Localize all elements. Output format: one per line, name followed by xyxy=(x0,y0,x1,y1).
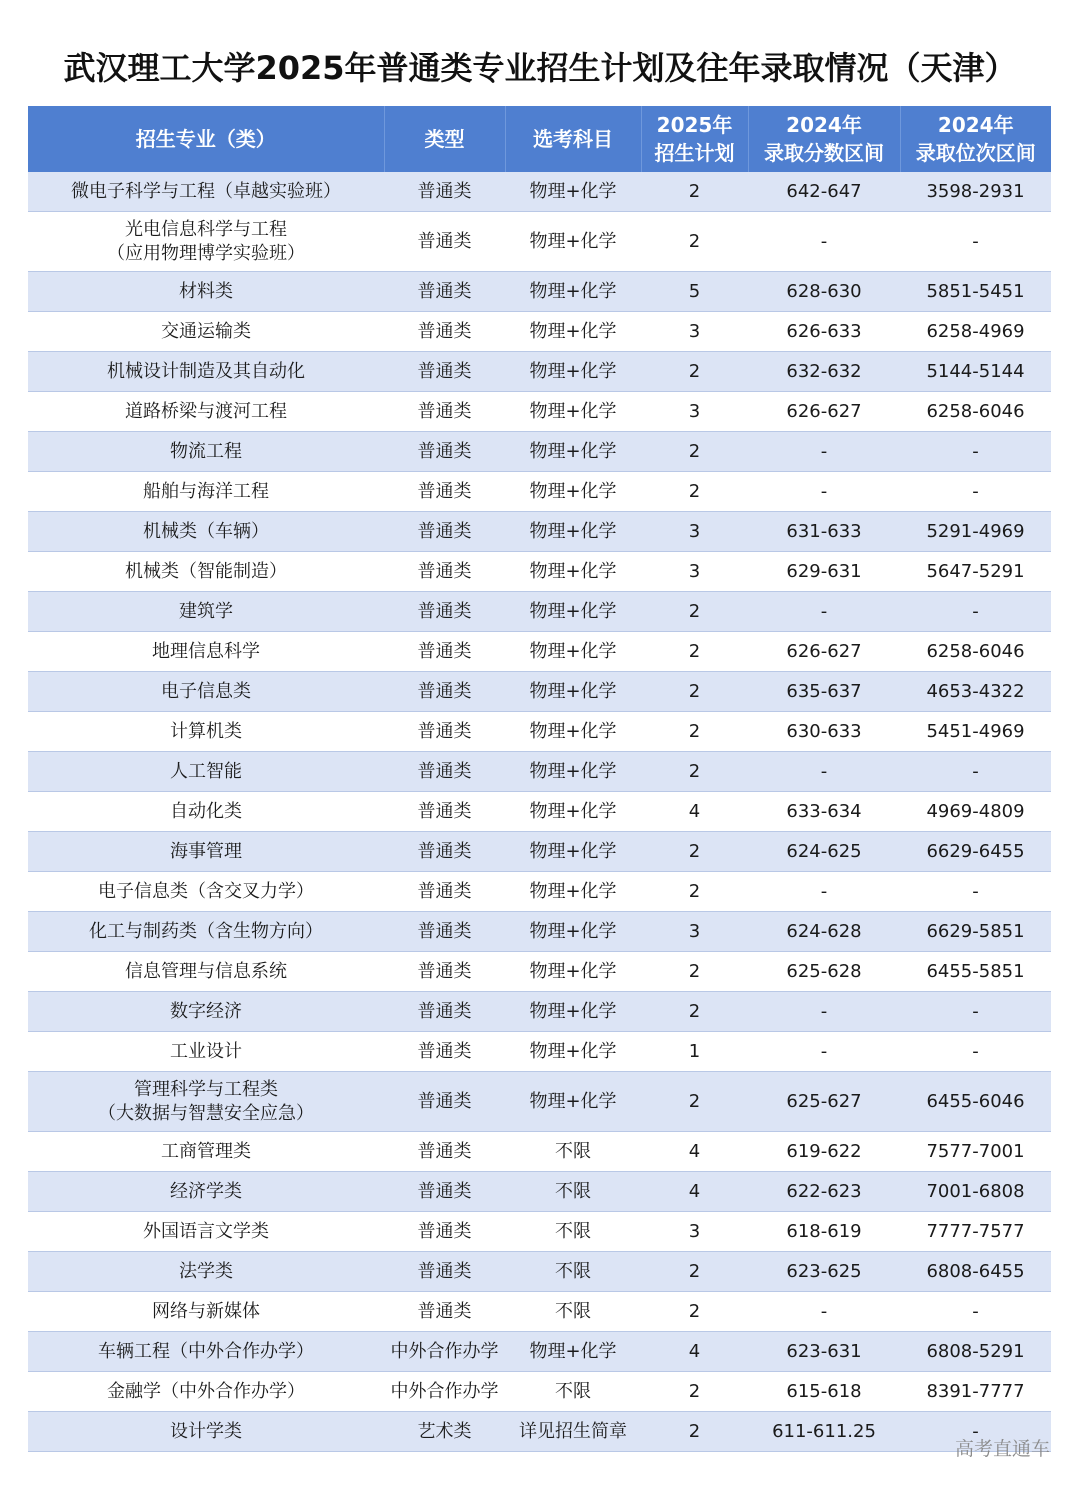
header-subjects: 选考科目 xyxy=(505,106,641,172)
cell-plan: 4 xyxy=(641,1172,748,1212)
cell-rank: 6258-6046 xyxy=(900,632,1051,672)
cell-rank: 5647-5291 xyxy=(900,552,1051,592)
table-row xyxy=(28,872,1051,912)
cell-major: 金融学（中外合作办学） xyxy=(28,1372,384,1412)
table-row xyxy=(28,212,1051,272)
table-row xyxy=(28,952,1051,992)
table-row xyxy=(28,1292,1051,1332)
cell-subjects: 物理+化学 xyxy=(505,512,641,552)
cell-rank: - xyxy=(900,432,1051,472)
cell-plan: 2 xyxy=(641,872,748,912)
cell-score: 626-627 xyxy=(748,392,900,432)
cell-rank: 5451-4969 xyxy=(900,712,1051,752)
cell-score: 632-632 xyxy=(748,352,900,392)
cell-major: 光电信息科学与工程 （应用物理博学实验班） xyxy=(28,212,384,272)
cell-plan: 2 xyxy=(641,1072,748,1132)
cell-plan: 3 xyxy=(641,552,748,592)
table-row xyxy=(28,352,1051,392)
cell-score: 631-633 xyxy=(748,512,900,552)
cell-type: 普通类 xyxy=(384,672,505,712)
cell-type: 普通类 xyxy=(384,1252,505,1292)
cell-type: 普通类 xyxy=(384,432,505,472)
table-row xyxy=(28,1172,1051,1212)
table-row xyxy=(28,272,1051,312)
cell-rank: 6455-6046 xyxy=(900,1072,1051,1132)
cell-score: 625-628 xyxy=(748,952,900,992)
cell-plan: 2 xyxy=(641,1412,748,1452)
table-row xyxy=(28,832,1051,872)
cell-score: 629-631 xyxy=(748,552,900,592)
cell-score: - xyxy=(748,592,900,632)
cell-subjects: 物理+化学 xyxy=(505,392,641,432)
cell-subjects: 不限 xyxy=(505,1252,641,1292)
cell-major: 网络与新媒体 xyxy=(28,1292,384,1332)
admission-table-container xyxy=(28,106,1051,1452)
cell-subjects: 物理+化学 xyxy=(505,632,641,672)
cell-major: 微电子科学与工程（卓越实验班） xyxy=(28,172,384,212)
cell-subjects: 不限 xyxy=(505,1132,641,1172)
cell-type: 普通类 xyxy=(384,952,505,992)
cell-rank: - xyxy=(900,592,1051,632)
cell-plan: 1 xyxy=(641,1032,748,1072)
cell-type: 普通类 xyxy=(384,1132,505,1172)
cell-plan: 2 xyxy=(641,632,748,672)
cell-plan: 4 xyxy=(641,1132,748,1172)
cell-rank: 5851-5451 xyxy=(900,272,1051,312)
cell-type: 普通类 xyxy=(384,1212,505,1252)
header-major: 招生专业（类） xyxy=(28,106,384,172)
cell-plan: 2 xyxy=(641,432,748,472)
cell-type: 普通类 xyxy=(384,392,505,432)
cell-subjects: 不限 xyxy=(505,1172,641,1212)
cell-score: - xyxy=(748,1292,900,1332)
cell-rank: 8391-7777 xyxy=(900,1372,1051,1412)
cell-plan: 3 xyxy=(641,312,748,352)
cell-subjects: 物理+化学 xyxy=(505,832,641,872)
cell-plan: 2 xyxy=(641,592,748,632)
cell-major: 计算机类 xyxy=(28,712,384,752)
table-row xyxy=(28,552,1051,592)
cell-type: 普通类 xyxy=(384,712,505,752)
cell-score: 635-637 xyxy=(748,672,900,712)
cell-type: 普通类 xyxy=(384,632,505,672)
cell-rank: 6808-5291 xyxy=(900,1332,1051,1372)
cell-plan: 2 xyxy=(641,712,748,752)
cell-score: 633-634 xyxy=(748,792,900,832)
cell-plan: 2 xyxy=(641,172,748,212)
cell-major: 机械设计制造及其自动化 xyxy=(28,352,384,392)
cell-subjects: 物理+化学 xyxy=(505,912,641,952)
cell-subjects: 物理+化学 xyxy=(505,312,641,352)
cell-plan: 3 xyxy=(641,1212,748,1252)
table-row xyxy=(28,592,1051,632)
table-row xyxy=(28,912,1051,952)
cell-subjects: 不限 xyxy=(505,1372,641,1412)
table-row xyxy=(28,512,1051,552)
cell-score: - xyxy=(748,992,900,1032)
cell-subjects: 物理+化学 xyxy=(505,992,641,1032)
cell-plan: 4 xyxy=(641,1332,748,1372)
cell-rank: 6455-5851 xyxy=(900,952,1051,992)
cell-major: 化工与制药类（含生物方向） xyxy=(28,912,384,952)
cell-type: 普通类 xyxy=(384,752,505,792)
cell-rank: 6629-5851 xyxy=(900,912,1051,952)
cell-major: 船舶与海洋工程 xyxy=(28,472,384,512)
cell-score: 626-627 xyxy=(748,632,900,672)
cell-major: 管理科学与工程类 （大数据与智慧安全应急） xyxy=(28,1072,384,1132)
table-row xyxy=(28,1072,1051,1132)
cell-plan: 5 xyxy=(641,272,748,312)
table-body xyxy=(28,172,1051,1452)
cell-subjects: 物理+化学 xyxy=(505,1332,641,1372)
cell-major: 车辆工程（中外合作办学） xyxy=(28,1332,384,1372)
cell-rank: - xyxy=(900,1292,1051,1332)
cell-type: 普通类 xyxy=(384,1172,505,1212)
cell-type: 普通类 xyxy=(384,172,505,212)
cell-rank: 7001-6808 xyxy=(900,1172,1051,1212)
watermark-text: 高考直通车 xyxy=(954,1438,1050,1460)
cell-score: 623-625 xyxy=(748,1252,900,1292)
cell-type: 普通类 xyxy=(384,912,505,952)
cell-plan: 2 xyxy=(641,1372,748,1412)
cell-type: 普通类 xyxy=(384,992,505,1032)
cell-score: 618-619 xyxy=(748,1212,900,1252)
cell-type: 普通类 xyxy=(384,272,505,312)
cell-subjects: 物理+化学 xyxy=(505,952,641,992)
cell-type: 普通类 xyxy=(384,832,505,872)
cell-plan: 2 xyxy=(641,1292,748,1332)
cell-subjects: 物理+化学 xyxy=(505,792,641,832)
table-row xyxy=(28,392,1051,432)
table-row xyxy=(28,1132,1051,1172)
cell-plan: 3 xyxy=(641,512,748,552)
cell-rank: - xyxy=(900,872,1051,912)
cell-rank: - xyxy=(900,1032,1051,1072)
cell-type: 普通类 xyxy=(384,592,505,632)
cell-major: 电子信息类 xyxy=(28,672,384,712)
cell-score: 611-611.25 xyxy=(748,1412,900,1452)
cell-major: 外国语言文学类 xyxy=(28,1212,384,1252)
cell-rank: 6258-4969 xyxy=(900,312,1051,352)
cell-major: 机械类（智能制造） xyxy=(28,552,384,592)
header-type: 类型 xyxy=(384,106,505,172)
cell-type: 普通类 xyxy=(384,212,505,272)
cell-major: 地理信息科学 xyxy=(28,632,384,672)
cell-score: 622-623 xyxy=(748,1172,900,1212)
cell-type: 普通类 xyxy=(384,872,505,912)
cell-rank: 4969-4809 xyxy=(900,792,1051,832)
header-score: 2024年 录取分数区间 xyxy=(748,106,900,172)
table-row xyxy=(28,992,1051,1032)
cell-type: 普通类 xyxy=(384,792,505,832)
cell-rank: 6629-6455 xyxy=(900,832,1051,872)
cell-type: 普通类 xyxy=(384,352,505,392)
cell-plan: 3 xyxy=(641,392,748,432)
cell-rank: 5291-4969 xyxy=(900,512,1051,552)
cell-major: 法学类 xyxy=(28,1252,384,1292)
cell-score: 628-630 xyxy=(748,272,900,312)
cell-score: 624-628 xyxy=(748,912,900,952)
cell-rank: 5144-5144 xyxy=(900,352,1051,392)
cell-score: 624-625 xyxy=(748,832,900,872)
cell-major: 材料类 xyxy=(28,272,384,312)
cell-major: 建筑学 xyxy=(28,592,384,632)
cell-plan: 2 xyxy=(641,992,748,1032)
cell-subjects: 不限 xyxy=(505,1292,641,1332)
table-row xyxy=(28,1332,1051,1372)
cell-subjects: 物理+化学 xyxy=(505,172,641,212)
cell-plan: 2 xyxy=(641,212,748,272)
cell-rank: - xyxy=(900,752,1051,792)
cell-major: 经济学类 xyxy=(28,1172,384,1212)
cell-subjects: 物理+化学 xyxy=(505,752,641,792)
header-plan: 2025年 招生计划 xyxy=(641,106,748,172)
cell-score: - xyxy=(748,752,900,792)
cell-subjects: 不限 xyxy=(505,1212,641,1252)
cell-plan: 2 xyxy=(641,352,748,392)
cell-score: 619-622 xyxy=(748,1132,900,1172)
cell-score: 642-647 xyxy=(748,172,900,212)
cell-subjects: 物理+化学 xyxy=(505,472,641,512)
cell-major: 信息管理与信息系统 xyxy=(28,952,384,992)
cell-type: 普通类 xyxy=(384,1032,505,1072)
cell-score: - xyxy=(748,872,900,912)
table-row xyxy=(28,1372,1051,1412)
cell-major: 设计学类 xyxy=(28,1412,384,1452)
table-row xyxy=(28,752,1051,792)
cell-score: 626-633 xyxy=(748,312,900,352)
cell-type: 普通类 xyxy=(384,472,505,512)
cell-plan: 2 xyxy=(641,672,748,712)
cell-subjects: 详见招生简章 xyxy=(505,1412,641,1452)
table-header-row xyxy=(28,106,1051,172)
cell-rank: - xyxy=(900,992,1051,1032)
cell-major: 数字经济 xyxy=(28,992,384,1032)
table-row xyxy=(28,1032,1051,1072)
cell-subjects: 物理+化学 xyxy=(505,1032,641,1072)
cell-score: - xyxy=(748,432,900,472)
cell-score: - xyxy=(748,1032,900,1072)
cell-subjects: 物理+化学 xyxy=(505,872,641,912)
cell-rank: 3598-2931 xyxy=(900,172,1051,212)
cell-rank: 7577-7001 xyxy=(900,1132,1051,1172)
cell-subjects: 物理+化学 xyxy=(505,272,641,312)
cell-type: 普通类 xyxy=(384,512,505,552)
cell-type: 普通类 xyxy=(384,1292,505,1332)
cell-type: 普通类 xyxy=(384,552,505,592)
table-row xyxy=(28,712,1051,752)
cell-plan: 3 xyxy=(641,912,748,952)
cell-rank: 4653-4322 xyxy=(900,672,1051,712)
cell-major: 海事管理 xyxy=(28,832,384,872)
cell-subjects: 物理+化学 xyxy=(505,212,641,272)
cell-plan: 2 xyxy=(641,752,748,792)
cell-major: 人工智能 xyxy=(28,752,384,792)
cell-subjects: 物理+化学 xyxy=(505,592,641,632)
cell-type: 中外合作办学 xyxy=(384,1332,505,1372)
cell-subjects: 物理+化学 xyxy=(505,1072,641,1132)
cell-type: 普通类 xyxy=(384,312,505,352)
page-title: 武汉理工大学2025年普通类专业招生计划及往年录取情况（天津） xyxy=(63,49,1017,87)
cell-major: 物流工程 xyxy=(28,432,384,472)
cell-score: 615-618 xyxy=(748,1372,900,1412)
table-row xyxy=(28,432,1051,472)
cell-score: 630-633 xyxy=(748,712,900,752)
cell-score: - xyxy=(748,212,900,272)
table-row xyxy=(28,1412,1051,1452)
cell-major: 道路桥梁与渡河工程 xyxy=(28,392,384,432)
cell-plan: 2 xyxy=(641,472,748,512)
table-row xyxy=(28,792,1051,832)
table-row xyxy=(28,312,1051,352)
cell-plan: 2 xyxy=(641,1252,748,1292)
cell-rank: - xyxy=(900,472,1051,512)
cell-rank: 7777-7577 xyxy=(900,1212,1051,1252)
cell-major: 机械类（车辆） xyxy=(28,512,384,552)
cell-score: 625-627 xyxy=(748,1072,900,1132)
cell-rank: - xyxy=(900,1412,1051,1452)
cell-type: 中外合作办学 xyxy=(384,1372,505,1412)
table-row xyxy=(28,1252,1051,1292)
cell-major: 电子信息类（含交叉力学） xyxy=(28,872,384,912)
cell-plan: 2 xyxy=(641,952,748,992)
cell-major: 自动化类 xyxy=(28,792,384,832)
cell-subjects: 物理+化学 xyxy=(505,712,641,752)
cell-plan: 4 xyxy=(641,792,748,832)
cell-subjects: 物理+化学 xyxy=(505,432,641,472)
cell-subjects: 物理+化学 xyxy=(505,352,641,392)
cell-score: - xyxy=(748,472,900,512)
admission-table xyxy=(28,106,1051,1452)
cell-major: 交通运输类 xyxy=(28,312,384,352)
table-row xyxy=(28,672,1051,712)
cell-rank: 6258-6046 xyxy=(900,392,1051,432)
cell-rank: - xyxy=(900,212,1051,272)
cell-score: 623-631 xyxy=(748,1332,900,1372)
table-row xyxy=(28,1212,1051,1252)
cell-type: 艺术类 xyxy=(384,1412,505,1452)
cell-major: 工商管理类 xyxy=(28,1132,384,1172)
cell-plan: 2 xyxy=(641,832,748,872)
table-row xyxy=(28,632,1051,672)
cell-subjects: 物理+化学 xyxy=(505,672,641,712)
table-row xyxy=(28,172,1051,212)
cell-subjects: 物理+化学 xyxy=(505,552,641,592)
header-rank: 2024年 录取位次区间 xyxy=(900,106,1051,172)
table-row xyxy=(28,472,1051,512)
cell-major: 工业设计 xyxy=(28,1032,384,1072)
cell-rank: 6808-6455 xyxy=(900,1252,1051,1292)
cell-type: 普通类 xyxy=(384,1072,505,1132)
